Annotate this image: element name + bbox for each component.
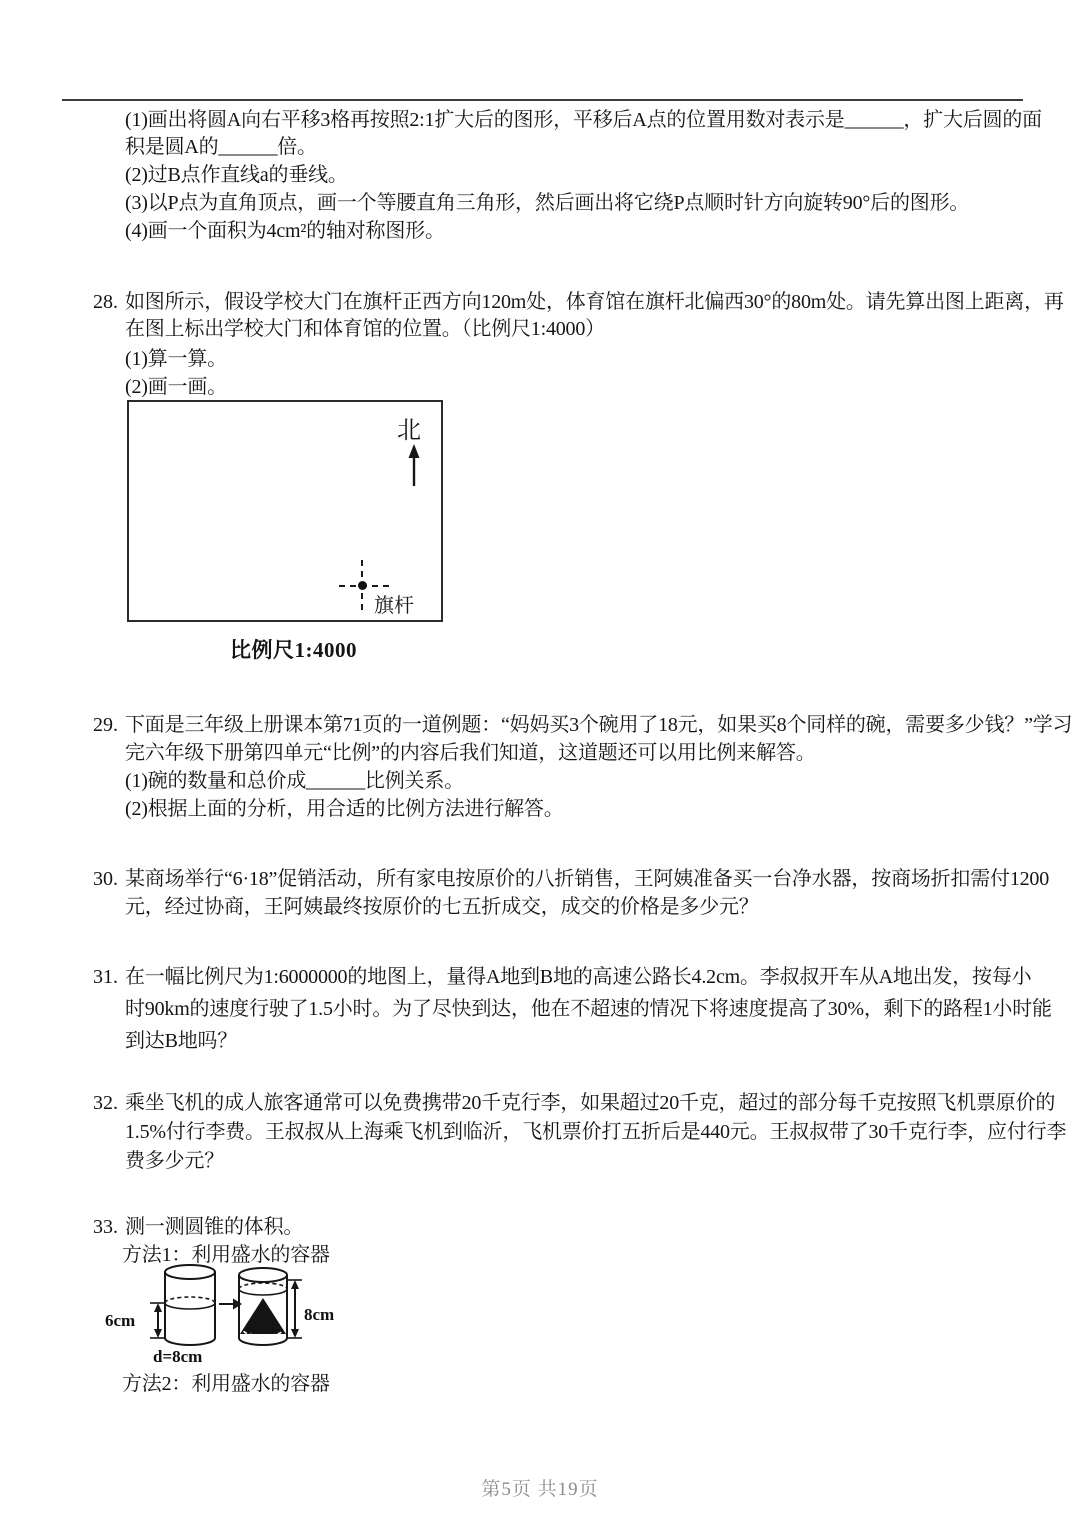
prev-question-line: (3)以P点为直角顶点，画一个等腰直角三角形，然后画出将它绕P点顺时针方向旋转90°后的图形。 — [125, 192, 970, 214]
header-rule — [62, 99, 1023, 101]
question-30-line: 元，经过协商，王阿姨最终按原价的七五折成交，成交的价格是多少元？ — [125, 896, 759, 918]
question-30-number: 30. — [93, 868, 118, 890]
prev-question-line: 积是圆A的______倍。 — [125, 136, 317, 158]
question-31-line: 到达B地吗？ — [125, 1030, 238, 1052]
map-scale-label: 比例尺1:4000 — [230, 638, 357, 662]
diameter-label: d=8cm — [153, 1347, 203, 1366]
flagpole-point — [358, 581, 367, 590]
question-29-number: 29. — [93, 714, 118, 736]
question-28-line: 在图上标出学校大门和体育馆的位置。（比例尺1:4000） — [125, 318, 605, 340]
page-footer: 第5页 共19页 — [481, 1479, 599, 1500]
question-29-line: 完六年级下册第四单元“比例”的内容后我们知道，这道题还可以用比例来解答。 — [125, 742, 816, 764]
question-31-line: 时90km的速度行驶了1.5小时。为了尽快到达，他在不超速的情况下将速度提高了30%，剩下的路程1小时能 — [125, 998, 1052, 1020]
prev-question-line: (2)过B点作直线a的垂线。 — [125, 164, 348, 186]
question-30-line: 某商场举行“6·18”促销活动，所有家电按原价的八折销售，王阿姨准备买一台净水器，按商场折扣需付1200 — [125, 868, 1050, 890]
prev-question-line: (4)画一个面积为4cm²的轴对称图形。 — [125, 220, 445, 242]
question-32-line: 乘坐飞机的成人旅客通常可以免费携带20千克行李，如果超过20千克，超过的部分每千克按照飞机票原价的 — [125, 1092, 1056, 1114]
question-29-subitem: (2)根据上面的分析，用合适的比例方法进行解答。 — [125, 798, 564, 820]
question-28-subitem: (2)画一画。 — [125, 376, 227, 398]
question-28-line: 如图所示，假设学校大门在旗杆正西方向120m处，体育馆在旗杆北偏西30°的80m处。请先算出图上距离，再 — [125, 291, 1064, 313]
north-label: 北 — [397, 418, 421, 444]
question-32-line: 1.5%付行李费。王叔叔从上海乘飞机到临沂，飞机票价打五折后是440元。王叔叔带了30千克行李，应付行李 — [125, 1121, 1067, 1143]
question-31-number: 31. — [93, 966, 118, 988]
flagpole-label: 旗杆 — [374, 595, 414, 617]
question-33-line: 测一测圆锥的体积。 — [125, 1216, 304, 1238]
question-28-subitem: (1)算一算。 — [125, 348, 227, 370]
question-29-line: 下面是三年级上册课本第71页的一道例题：“妈妈买3个碗用了18元，如果买8个同样的碗，需要多少钱？”学习 — [125, 714, 1073, 736]
question-32-number: 32. — [93, 1092, 118, 1114]
question-33-method1-label: 方法1：利用盛水的容器 — [122, 1244, 330, 1266]
question-33-method2-label: 方法2：利用盛水的容器 — [122, 1373, 330, 1395]
map-figure — [127, 400, 443, 622]
north-arrow-icon — [406, 444, 422, 488]
prev-question-line: (1)画出将圆A向右平移3格再按照2:1扩大后的图形，平移后A点的位置用数对表示是______，扩大后圆的面 — [125, 109, 1042, 131]
question-32-line: 费多少元？ — [125, 1150, 224, 1172]
question-28-number: 28. — [93, 291, 118, 313]
water-height-label: 6cm — [105, 1311, 136, 1330]
question-31-line: 在一幅比例尺为1:6000000的地图上，量得A地到B地的高速公路长4.2cm。李叔叔开车从A地出发，按每小 — [125, 966, 1032, 988]
cylinder-height-label: 8cm — [304, 1305, 335, 1324]
cone-volume-figure — [103, 1262, 348, 1372]
question-33-number: 33. — [93, 1216, 118, 1238]
question-29-subitem: (1)碗的数量和总价成______比例关系。 — [125, 770, 464, 792]
